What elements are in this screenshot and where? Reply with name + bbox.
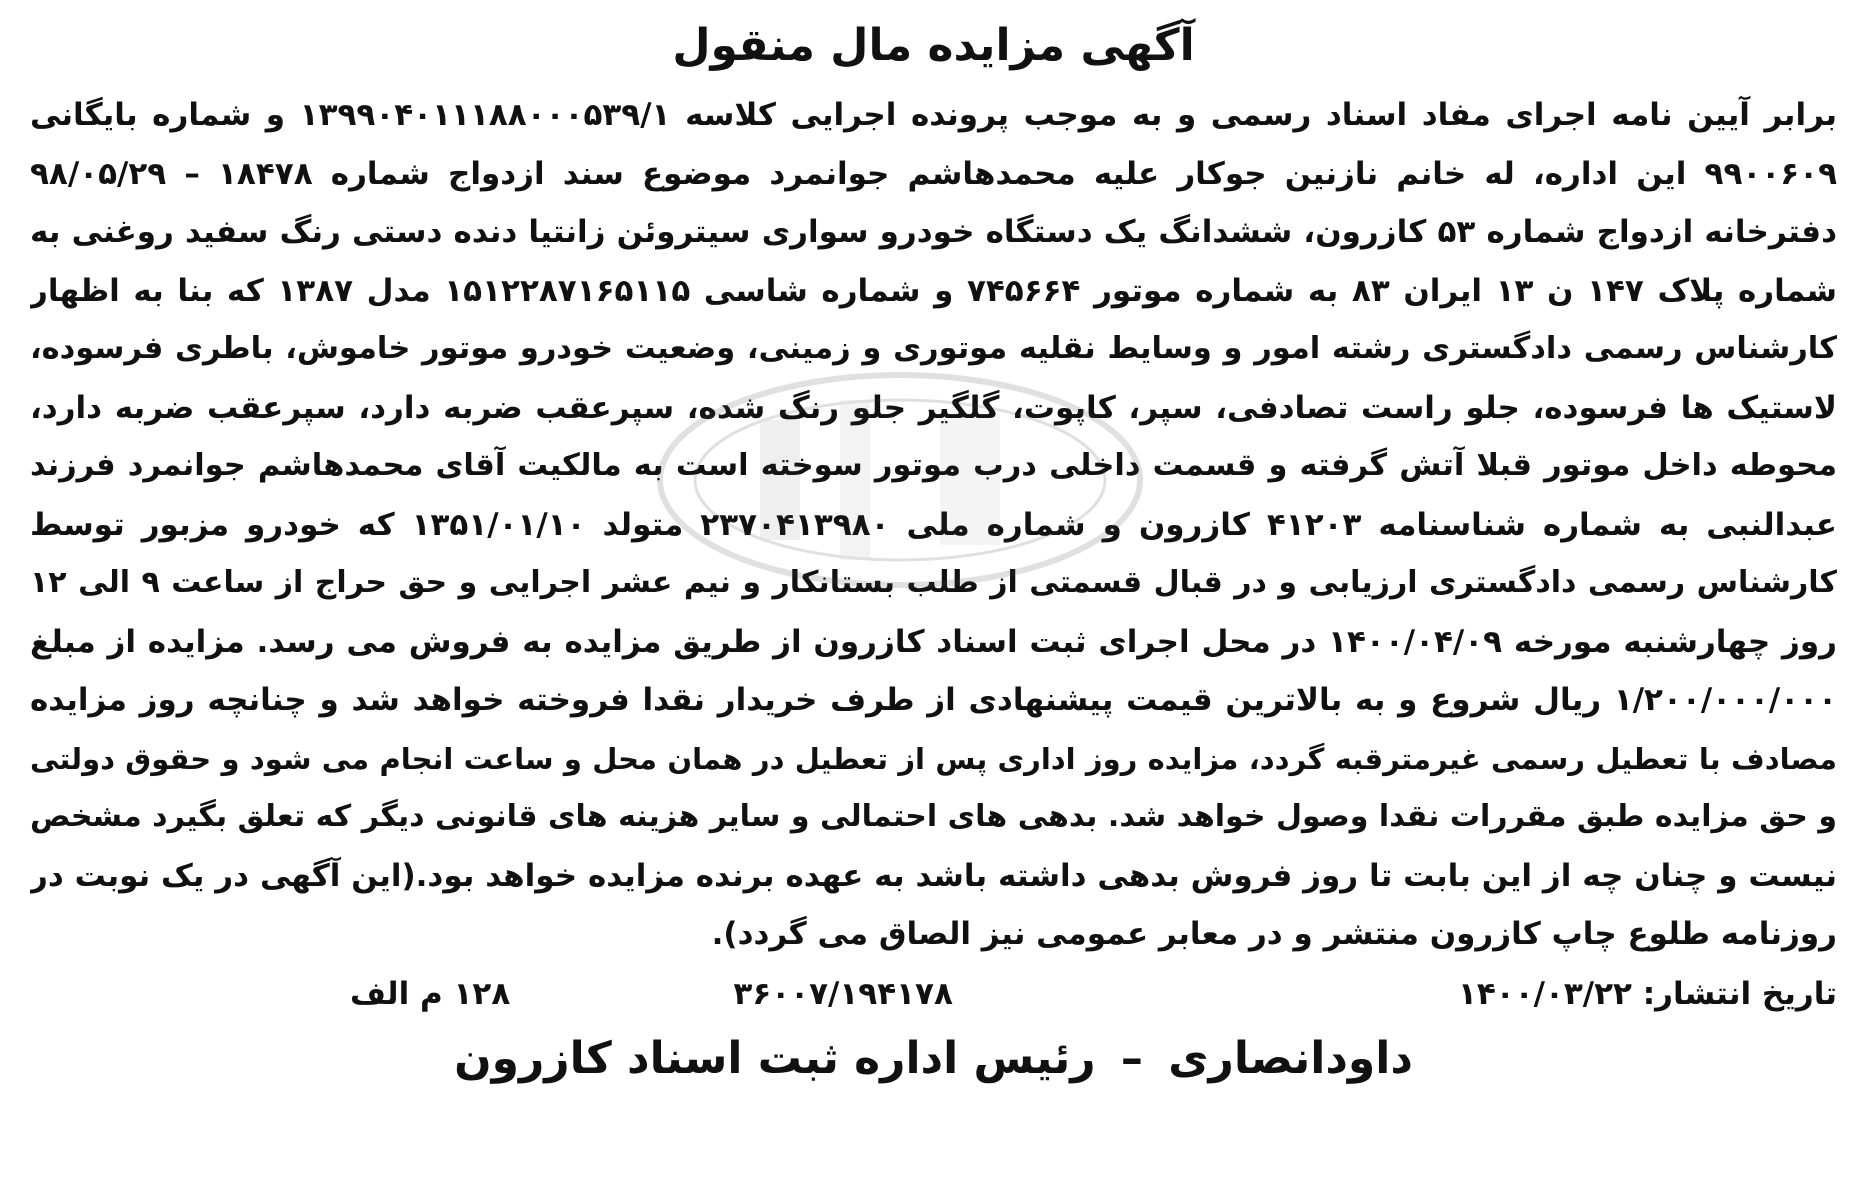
body-line: کارشناس رسمی دادگستری ارزیابی و در قبال قسمتی از طلب بستانکار و نیم عشر اجرایی و حق حراج از ساعت ۹ الی ۱۲ — [30, 565, 1837, 600]
notice-body — [30, 86, 1837, 964]
body-line: روز چهارشنبه مورخه ۱۴۰۰/۰۴/۰۹ در محل اجرای ثبت اسناد کازرون از طریق مزایده به فروش می رسد. مزایده از مبلغ — [30, 623, 1837, 660]
body-line: محوطه داخل موتور قبلا آتش گرفته و قسمت داخلی درب موتور سوخته است به مالکیت آقای محمدهاشم جوانمرد فرزند — [30, 448, 1837, 483]
body-line: لاستیک ها فرسوده، جلو راست تصادفی، سپر، کاپوت، گلگیر جلو رنگ شده، سپرعقب ضربه دارد، سپرعقب ضربه دارد، — [30, 389, 1837, 426]
notice-title: آگهی مزایده مال منقول — [672, 20, 1195, 71]
signatory-role: رئیس اداره ثبت اسناد کازرون — [454, 1032, 1096, 1084]
body-line: ۹۹۰۰۶۰۹ این اداره، له خانم نازنین جوکار علیه محمدهاشم جوانمرد موضوع سند ازدواج شماره ۱۸۴۷۸ – ۹۸/۰۵/۲۹ — [30, 155, 1837, 192]
body-line: و حق مزایده طبق مقررات نقدا وصول خواهد شد. بدهی های احتمالی و سایر هزینه های قانونی دیگر که تعلق بگیرد مشخص — [30, 799, 1837, 834]
body-line: مصادف با تعطیل رسمی غیرمترقبه گردد، مزایده روز اداری پس از تعطیل در همان محل و ساعت انجام می شود و حقوق دولتی — [30, 741, 1837, 776]
body-line-last: روزنامه طلوع چاپ کازرون منتشر و در معابر عمومی نیز الصاق می گردد). — [711, 916, 1837, 952]
body-line: شماره پلاک ۱۴۷ ن ۱۳ ایران ۸۳ به شماره موتور ۷۴۵۶۶۴ و شماره شاسی ۱۵۱۲۲۸۷۱۶۵۱۱۵ مدل ۱۳۸۷ که بنا به اظهار — [30, 272, 1837, 309]
signatory-name: داودانصاری — [1168, 1032, 1413, 1084]
publish-date: تاریخ انتشار: ۱۴۰۰/۰۳/۲۲ — [1457, 975, 1837, 1012]
body-line: برابر آیین نامه اجرای مفاد اسناد رسمی و به موجب پرونده اجرایی کلاسه ۱۳۹۹۰۴۰۱۱۱۸۸۰۰۰۵۳۹/۱ و شماره بایگانی — [30, 97, 1837, 133]
notice-code: ۱۲۸ م الف — [350, 975, 511, 1012]
body-line: ۱/۲۰۰/۰۰۰/۰۰۰ ریال شروع و به بالاترین قیمت پیشنهادی از طرف خریدار نقدا فروخته خواهد شد و چنانچه روز مزایده — [30, 682, 1837, 718]
body-line: عبدالنبی به شماره شناسنامه ۴۱۲۰۳ کازرون و شماره ملی ۲۳۷۰۴۱۳۹۸۰ متولد ۱۳۵۱/۰۱/۱۰ که خودرو مزبور توسط — [30, 506, 1837, 543]
body-line: کارشناس رسمی دادگستری رشته امور و وسایط نقلیه موتوری و زمینی، وضعیت خودرو موتور خاموش، باطری فرسوده، — [30, 331, 1837, 366]
reference-number: ۳۶۰۰۷/۱۹۴۱۷۸ — [733, 975, 953, 1012]
signature-line — [30, 1024, 1837, 1094]
body-line: نیست و چنان چه از این بابت تا روز فروش بدهی داشته باشد به عهده برنده مزایده خواهد بود.(این آگهی در یک نوبت در — [30, 857, 1837, 894]
notice-footer — [30, 964, 1837, 1024]
body-line: دفترخانه ازدواج شماره ۵۳ کازرون، ششدانگ یک دستگاه خودرو سواری سیتروئن زانتیا دنده دستی رنگ سفید روغنی به — [30, 214, 1837, 250]
signature-dash: – — [1120, 1032, 1143, 1084]
